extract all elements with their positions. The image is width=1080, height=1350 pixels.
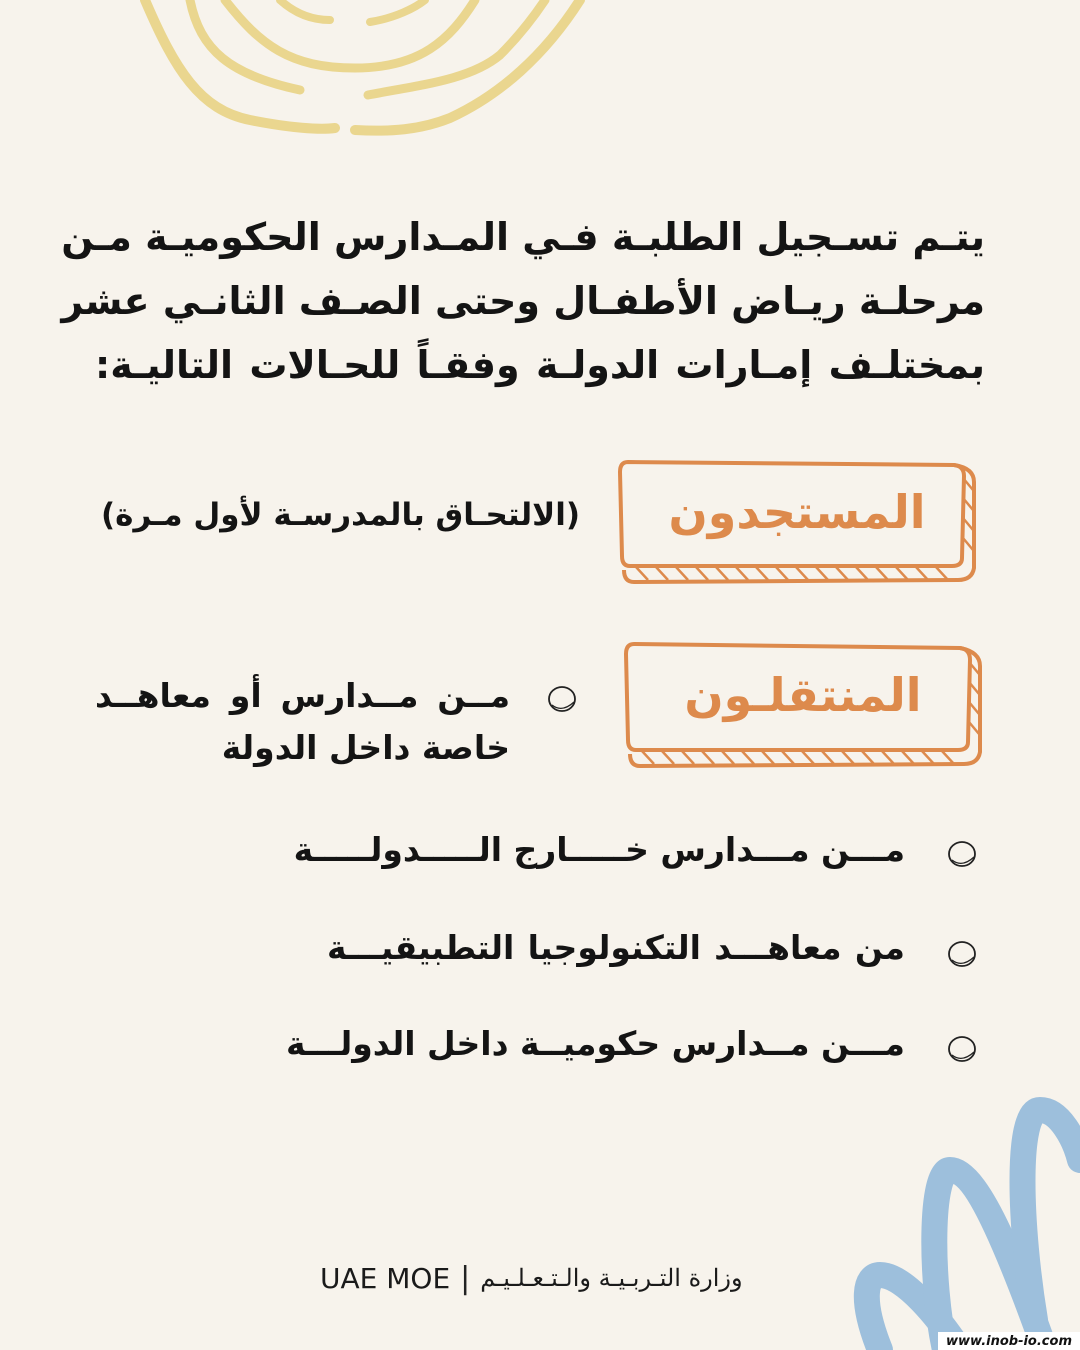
circle-bullet-icon xyxy=(547,685,577,713)
footer-english: UAE MOE xyxy=(320,1261,451,1295)
circle-bullet-icon xyxy=(947,940,977,968)
circle-bullet-icon xyxy=(947,840,977,868)
intro-paragraph xyxy=(61,205,985,397)
transfer-item-applied-tech: من معاهـــد التكنولوجيا التطبيقيـــة xyxy=(327,928,905,967)
decorative-rings-icon xyxy=(0,0,700,140)
category-label-text: المنتقلـون xyxy=(684,668,922,722)
transfer-item-private-line1: مــن مــدارس أو معاهــد xyxy=(95,676,510,715)
decorative-loops-icon xyxy=(820,1080,1080,1350)
footer-brand xyxy=(320,1258,743,1298)
category-label-new-students xyxy=(616,458,978,586)
category-label-text: المستجدون xyxy=(668,485,926,539)
intro-line: مرحلـة ريـاض الأطفـال وحتى الصـف الثانـي عشر xyxy=(61,279,985,323)
transfer-item-private-line2: خاصة داخل الدولة xyxy=(221,728,510,767)
transfer-item-abroad: مـــن مـــدارس خـــــارج الـــــدولـــــة xyxy=(293,830,905,869)
transfer-item-government: مـــن مــدارس حكوميــة داخل الدولـــة xyxy=(286,1024,905,1063)
circle-bullet-icon xyxy=(947,1035,977,1063)
footer-separator: | xyxy=(460,1260,471,1296)
watermark: www.inob-io.com xyxy=(938,1332,1080,1350)
footer-arabic: وزارة التـربـيـة والـتـعـلـيـم xyxy=(480,1264,743,1292)
intro-line: بمختلـف إمـارات الدولـة وفقـاً للحـالات التاليـة: xyxy=(95,343,985,387)
intro-line: يتـم تسـجيل الطلبـة فـي المـدارس الحكوميـة مـن xyxy=(61,215,985,259)
category-label-transferred-students xyxy=(622,640,984,770)
new-students-description: (الالتحـاق بالمدرسـة لأول مـرة) xyxy=(101,497,580,533)
